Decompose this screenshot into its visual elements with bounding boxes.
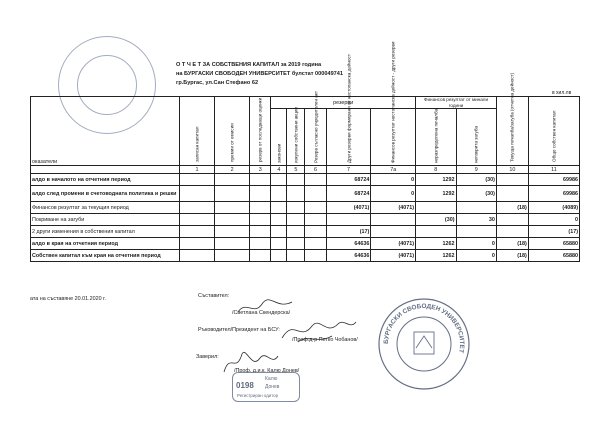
table-cell bbox=[416, 226, 456, 238]
table-cell: 0 bbox=[371, 174, 416, 186]
table-row bbox=[31, 238, 580, 250]
table-cell bbox=[305, 186, 326, 202]
table-cell bbox=[250, 238, 271, 250]
table-cell bbox=[179, 250, 214, 262]
table-cell bbox=[271, 250, 287, 262]
table-row bbox=[31, 214, 580, 226]
table-cell bbox=[179, 174, 214, 186]
table-cell bbox=[305, 238, 326, 250]
table-row bbox=[31, 226, 580, 238]
table-cell bbox=[215, 238, 250, 250]
table-cell: 1292 bbox=[416, 174, 456, 186]
col-header-7: Други резерви формирани от нестопанска дейност bbox=[326, 109, 371, 166]
table-cell: (30) bbox=[456, 186, 496, 202]
col-header-7a: Финансов резултат нестопанска дейност - други резерви bbox=[371, 109, 416, 166]
table-cell bbox=[179, 226, 214, 238]
table-cell bbox=[287, 238, 305, 250]
row-label: алдо в началото на отчетния период bbox=[31, 174, 180, 186]
table-cell bbox=[271, 186, 287, 202]
table-cell bbox=[287, 250, 305, 262]
row-label: алдо в края на отчетния период bbox=[31, 238, 180, 250]
col-number: 4 bbox=[271, 166, 287, 174]
table-cell bbox=[215, 186, 250, 202]
table-cell bbox=[496, 214, 528, 226]
table-cell: 68724 bbox=[326, 186, 371, 202]
table-cell bbox=[287, 186, 305, 202]
signature-manager bbox=[278, 312, 358, 348]
col-number: 6 bbox=[305, 166, 326, 174]
table-cell: (17) bbox=[528, 226, 579, 238]
col-header-11: Общо собствен капитал bbox=[528, 97, 579, 166]
table-cell: (30) bbox=[456, 174, 496, 186]
table-cell bbox=[496, 174, 528, 186]
report-entity: на БУРГАСКИ СВОБОДЕН УНИВЕРСИТЕТ булстат 000049741 bbox=[176, 71, 344, 77]
table-cell bbox=[271, 214, 287, 226]
table-cell bbox=[305, 214, 326, 226]
table-cell: 0 bbox=[456, 238, 496, 250]
table-cell bbox=[250, 186, 271, 202]
table-cell: (17) bbox=[326, 226, 371, 238]
table-cell: 1292 bbox=[416, 186, 456, 202]
table-row bbox=[31, 202, 580, 214]
table-cell: 64636 bbox=[326, 238, 371, 250]
table-cell: 30 bbox=[456, 214, 496, 226]
col-header-8: неразпределена печалба bbox=[416, 109, 456, 166]
col-header-3: резерв от последващи оценки bbox=[250, 97, 271, 166]
table-cell bbox=[456, 202, 496, 214]
auditor-stamp bbox=[232, 372, 300, 402]
col-number: 7 bbox=[326, 166, 371, 174]
certified-name: /Проф. д.и.к. Калю Донев/ bbox=[234, 368, 300, 374]
table-cell: 69986 bbox=[528, 174, 579, 186]
row-label: Покриване на загуби bbox=[31, 214, 180, 226]
row-label: алдо след промени в счетоводната политика и решки bbox=[31, 186, 180, 202]
table-cell bbox=[305, 226, 326, 238]
svg-text:БУРГАСКИ СВОБОДЕН УНИВЕРСИТЕТ: БУРГАСКИ СВОБОДЕН УНИВЕРСИТЕТ bbox=[382, 302, 466, 354]
table-cell: (4071) bbox=[371, 238, 416, 250]
col-number: 3 bbox=[250, 166, 271, 174]
col-header-6: Резерв съгласно учредителен акт bbox=[305, 109, 326, 166]
table-cell bbox=[456, 226, 496, 238]
date-of-preparation: ата на съставяне 20.01.2020 г. bbox=[30, 296, 106, 302]
table-cell bbox=[416, 202, 456, 214]
table-cell: (4089) bbox=[528, 202, 579, 214]
table-cell: (4071) bbox=[326, 202, 371, 214]
table-cell: 0 bbox=[528, 214, 579, 226]
table-cell: (30) bbox=[416, 214, 456, 226]
auditor-stamp-number: 0198 bbox=[236, 381, 254, 390]
table-cell bbox=[287, 214, 305, 226]
table-cell bbox=[179, 186, 214, 202]
table-cell bbox=[496, 226, 528, 238]
table-cell bbox=[326, 214, 371, 226]
table-cell bbox=[271, 202, 287, 214]
table-cell bbox=[287, 174, 305, 186]
report-address: гр.Бургас, ул.Сан Стефано 62 bbox=[176, 80, 259, 86]
col-header-2: премии от емисии bbox=[215, 97, 250, 166]
table-cell: 69986 bbox=[528, 186, 579, 202]
table-cell bbox=[496, 186, 528, 202]
table-cell bbox=[371, 226, 416, 238]
table-cell bbox=[250, 214, 271, 226]
university-seal bbox=[376, 296, 472, 392]
table-cell bbox=[250, 226, 271, 238]
table-cell bbox=[305, 174, 326, 186]
compiler-name: /Светлана Скендерска/ bbox=[232, 310, 291, 316]
table-cell: 1262 bbox=[416, 238, 456, 250]
financial-group-header: Финансов резултат от минали години bbox=[416, 97, 497, 109]
row-label: 2 други изменения в собствения капитал bbox=[31, 226, 180, 238]
table-cell bbox=[179, 238, 214, 250]
col-number: 10 bbox=[496, 166, 528, 174]
table-cell: (4071) bbox=[371, 250, 416, 262]
table-cell bbox=[250, 202, 271, 214]
units-label: в хил.лв bbox=[552, 90, 572, 96]
table-cell bbox=[287, 202, 305, 214]
col-header-4: законови bbox=[271, 109, 287, 166]
table-cell bbox=[250, 250, 271, 262]
table-cell bbox=[271, 226, 287, 238]
table-cell bbox=[215, 202, 250, 214]
table-cell bbox=[271, 238, 287, 250]
table-cell: 65880 bbox=[528, 250, 579, 262]
table-cell bbox=[305, 250, 326, 262]
table-body bbox=[31, 174, 580, 262]
auditor-stamp-name-1: Калю bbox=[265, 376, 278, 382]
table-cell bbox=[215, 226, 250, 238]
report-title: О Т Ч Е Т ЗА СОБСТВЕНИЯ КАПИТАЛ за 2019 година bbox=[176, 62, 322, 68]
table-cell bbox=[287, 226, 305, 238]
table-cell bbox=[371, 214, 416, 226]
table-cell bbox=[250, 174, 271, 186]
manager-name: /Проф.д-р Петко Чобанов/ bbox=[292, 337, 358, 343]
table-cell: (4071) bbox=[371, 202, 416, 214]
table-cell: 0 bbox=[371, 186, 416, 202]
col-number: 7a bbox=[371, 166, 416, 174]
table-row bbox=[31, 250, 580, 262]
compiler-label: Съставител: bbox=[198, 293, 230, 299]
col-number: 5 bbox=[287, 166, 305, 174]
col-number: 9 bbox=[456, 166, 496, 174]
auditor-stamp-caption: Регистриран одитор bbox=[237, 393, 279, 398]
table-cell: (18) bbox=[496, 238, 528, 250]
table-cell bbox=[179, 202, 214, 214]
col-header-9: непокрита загуба bbox=[456, 109, 496, 166]
col-header-1: записан капитал bbox=[179, 97, 214, 166]
table-cell: (18) bbox=[496, 202, 528, 214]
table-cell: 0 bbox=[456, 250, 496, 262]
table-cell bbox=[215, 214, 250, 226]
table-cell: 68724 bbox=[326, 174, 371, 186]
auditor-stamp-name-2: Донев bbox=[265, 384, 280, 390]
table-cell bbox=[179, 214, 214, 226]
col-header-5: изкупени собствени акции bbox=[287, 109, 305, 166]
col-header-10: Текуща печалба/загуба (отчетна дейност) bbox=[496, 97, 528, 166]
table-cell: 65880 bbox=[528, 238, 579, 250]
table-cell bbox=[215, 250, 250, 262]
certified-label: Заверил: bbox=[196, 354, 219, 360]
column-number-row bbox=[31, 166, 580, 174]
col-number: 8 bbox=[416, 166, 456, 174]
table-cell bbox=[271, 174, 287, 186]
table-cell: 64636 bbox=[326, 250, 371, 262]
row-label: Финансов резултат за текущия период bbox=[31, 202, 180, 214]
col-number: 11 bbox=[528, 166, 579, 174]
table-cell bbox=[305, 202, 326, 214]
table-row bbox=[31, 174, 580, 186]
table-row bbox=[31, 186, 580, 202]
table-cell bbox=[215, 174, 250, 186]
reserves-group-header: резерви bbox=[271, 97, 416, 109]
manager-label: Ръководител/Президент на БСУ: bbox=[198, 327, 280, 333]
col-number: 1 bbox=[179, 166, 214, 174]
table-cell: 1262 bbox=[416, 250, 456, 262]
col-number: 2 bbox=[215, 166, 250, 174]
row-label: Собствен капитал към края на отчетния период bbox=[31, 250, 180, 262]
corner-header-cell: оказатели bbox=[31, 97, 180, 166]
table-cell: (18) bbox=[496, 250, 528, 262]
